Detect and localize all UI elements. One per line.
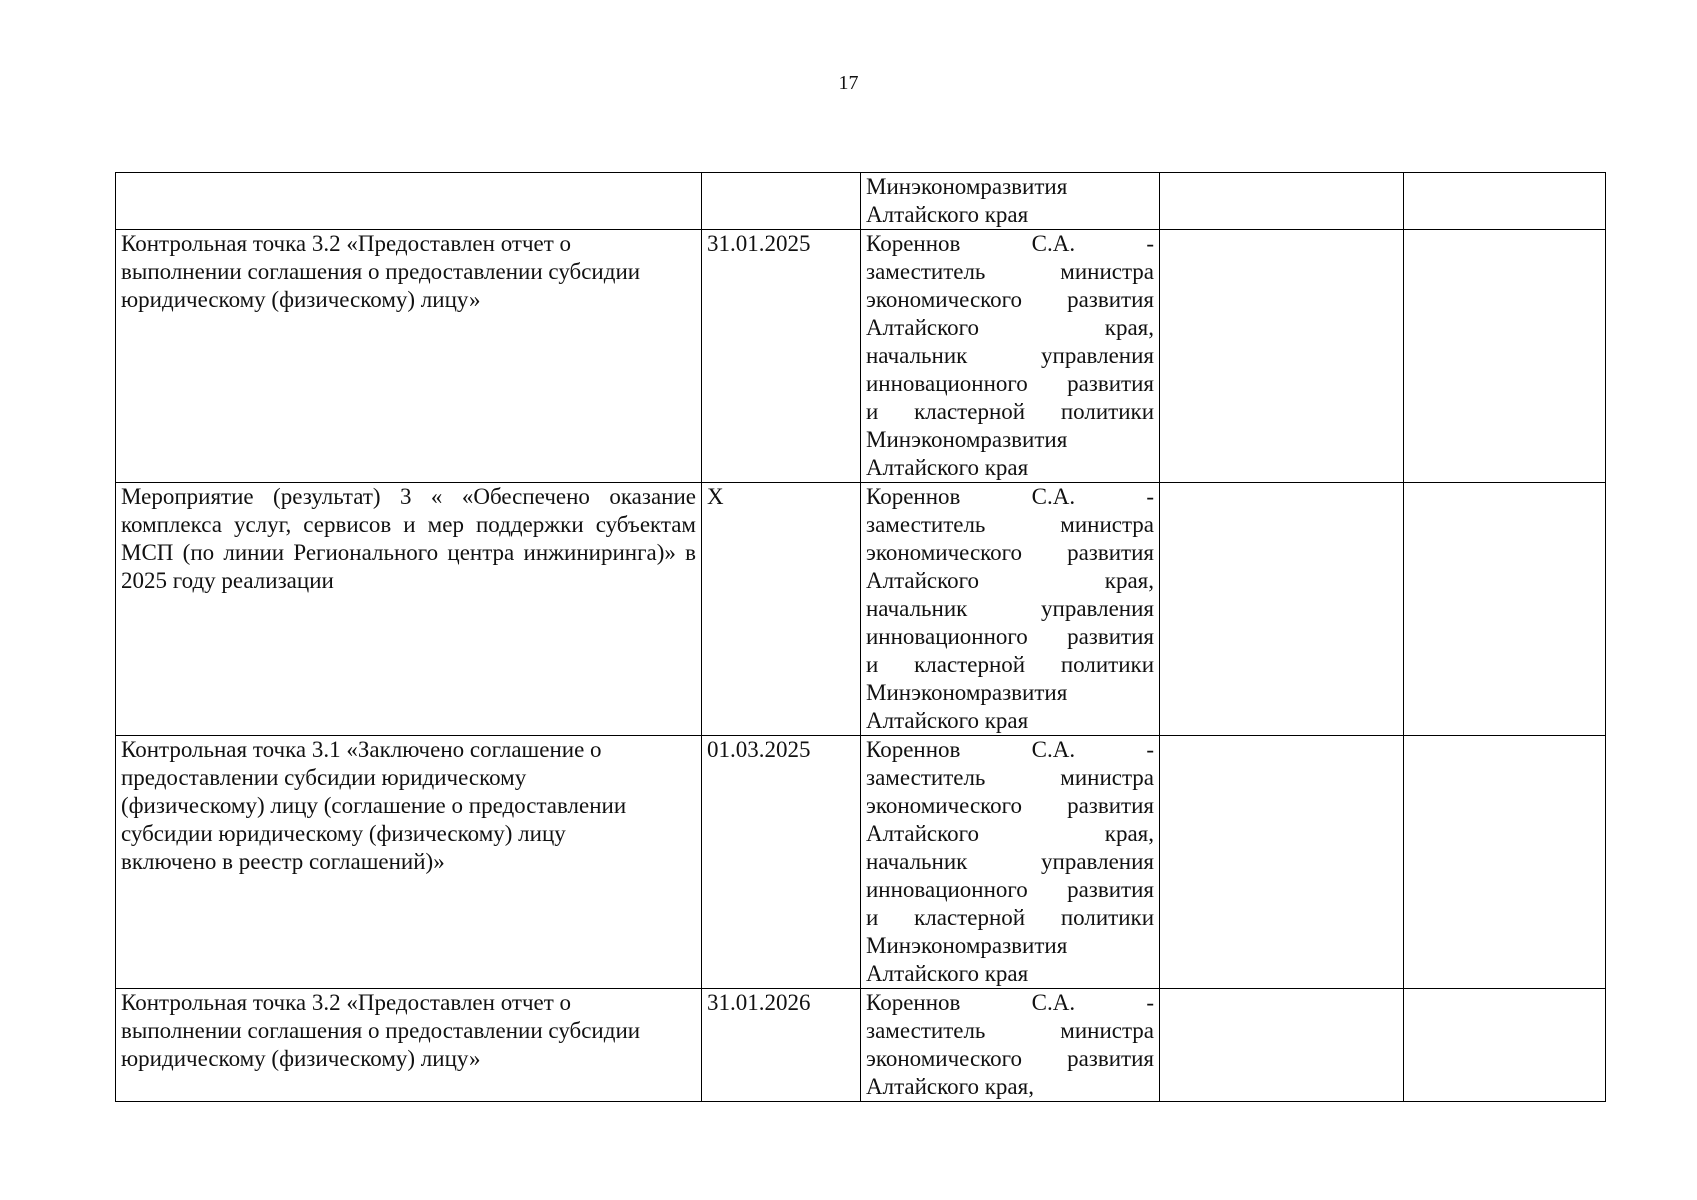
empty-cell [1160, 173, 1404, 230]
responsible-line: экономического развития [866, 540, 1154, 565]
page-number: 17 [838, 72, 859, 94]
responsible-line: начальник управления [866, 343, 1154, 368]
responsible-line: Алтайского края, [866, 315, 1154, 340]
responsible-line: экономического развития [866, 1046, 1154, 1071]
responsible-line: заместитель министра [866, 259, 1154, 284]
responsible-line: Минэкономразвития [866, 427, 1068, 452]
responsible-line: Кореннов С.А. - [866, 737, 1154, 762]
responsible-line: экономического развития [866, 793, 1154, 818]
responsible-line: и кластерной политики [866, 399, 1154, 424]
table-row [116, 173, 1606, 230]
empty-cell [1160, 230, 1404, 483]
responsible-line: заместитель министра [866, 765, 1154, 790]
date-cell: 01.03.2025 [702, 736, 861, 989]
responsible-line: Минэкономразвития [866, 174, 1068, 199]
responsible-line: и кластерной политики [866, 652, 1154, 677]
responsible-line: Алтайского края, [866, 568, 1154, 593]
table-row [116, 483, 1606, 736]
responsible-line: инновационного развития [866, 624, 1154, 649]
responsible-line: и кластерной политики [866, 905, 1154, 930]
responsible-line: заместитель министра [866, 1018, 1154, 1043]
table-row [116, 989, 1606, 1102]
date-cell: 31.01.2026 [702, 989, 861, 1102]
empty-cell [1160, 736, 1404, 989]
event-cell: Мероприятие (результат) 3 « «Обеспечено оказание комплекса услуг, сервисов и мер поддержки субъектам МСП (по линии Регионального центра инжиниринга)» в 2025 году реализации [116, 483, 702, 736]
event-cell: Контрольная точка 3.2 «Предоставлен отчет о выполнении соглашения о предоставлении субсидии юридическому (физическому) лицу» [116, 230, 702, 483]
event-cell [116, 173, 702, 230]
empty-cell [1404, 230, 1606, 483]
date-cell: 31.01.2025 [702, 230, 861, 483]
responsible-line: заместитель министра [866, 512, 1154, 537]
responsible-line: Алтайского края [866, 455, 1029, 480]
responsible-line: Алтайского края [866, 202, 1029, 227]
table-body [116, 173, 1606, 1102]
empty-cell [1404, 483, 1606, 736]
responsible-line: Алтайского края [866, 708, 1029, 733]
responsible-line: начальник управления [866, 596, 1154, 621]
responsible-cell [861, 483, 1160, 736]
responsible-line: Алтайского края [866, 961, 1029, 986]
responsible-line: Кореннов С.А. - [866, 484, 1154, 509]
responsible-line: Алтайского края, [866, 821, 1154, 846]
responsible-line: Минэкономразвития [866, 933, 1068, 958]
responsible-line: Кореннов С.А. - [866, 990, 1154, 1015]
responsible-cell [861, 989, 1160, 1102]
table-row [116, 230, 1606, 483]
responsible-line: инновационного развития [866, 371, 1154, 396]
responsible-line: Алтайского края, [866, 1074, 1034, 1099]
date-cell: X [702, 483, 861, 736]
responsible-line: экономического развития [866, 287, 1154, 312]
event-cell: Контрольная точка 3.2 «Предоставлен отчет о выполнении соглашения о предоставлении субсидии юридическому (физическому) лицу» [116, 989, 702, 1102]
responsible-line: Минэкономразвития [866, 680, 1068, 705]
control-points-table [115, 172, 1606, 1102]
event-cell: Контрольная точка 3.1 «Заключено соглашение о предоставлении субсидии юридическому (физическому) лицу (соглашение о предоставлении субсидии юридическому (физическому) лицу включено в реестр соглашений)» [116, 736, 702, 989]
empty-cell [1160, 989, 1404, 1102]
date-cell [702, 173, 861, 230]
responsible-cell [861, 736, 1160, 989]
empty-cell [1404, 736, 1606, 989]
responsible-cell [861, 230, 1160, 483]
responsible-line: Кореннов С.А. - [866, 231, 1154, 256]
empty-cell [1404, 989, 1606, 1102]
empty-cell [1404, 173, 1606, 230]
responsible-cell [861, 173, 1160, 230]
responsible-line: начальник управления [866, 849, 1154, 874]
empty-cell [1160, 483, 1404, 736]
responsible-line: инновационного развития [866, 877, 1154, 902]
table-row [116, 736, 1606, 989]
